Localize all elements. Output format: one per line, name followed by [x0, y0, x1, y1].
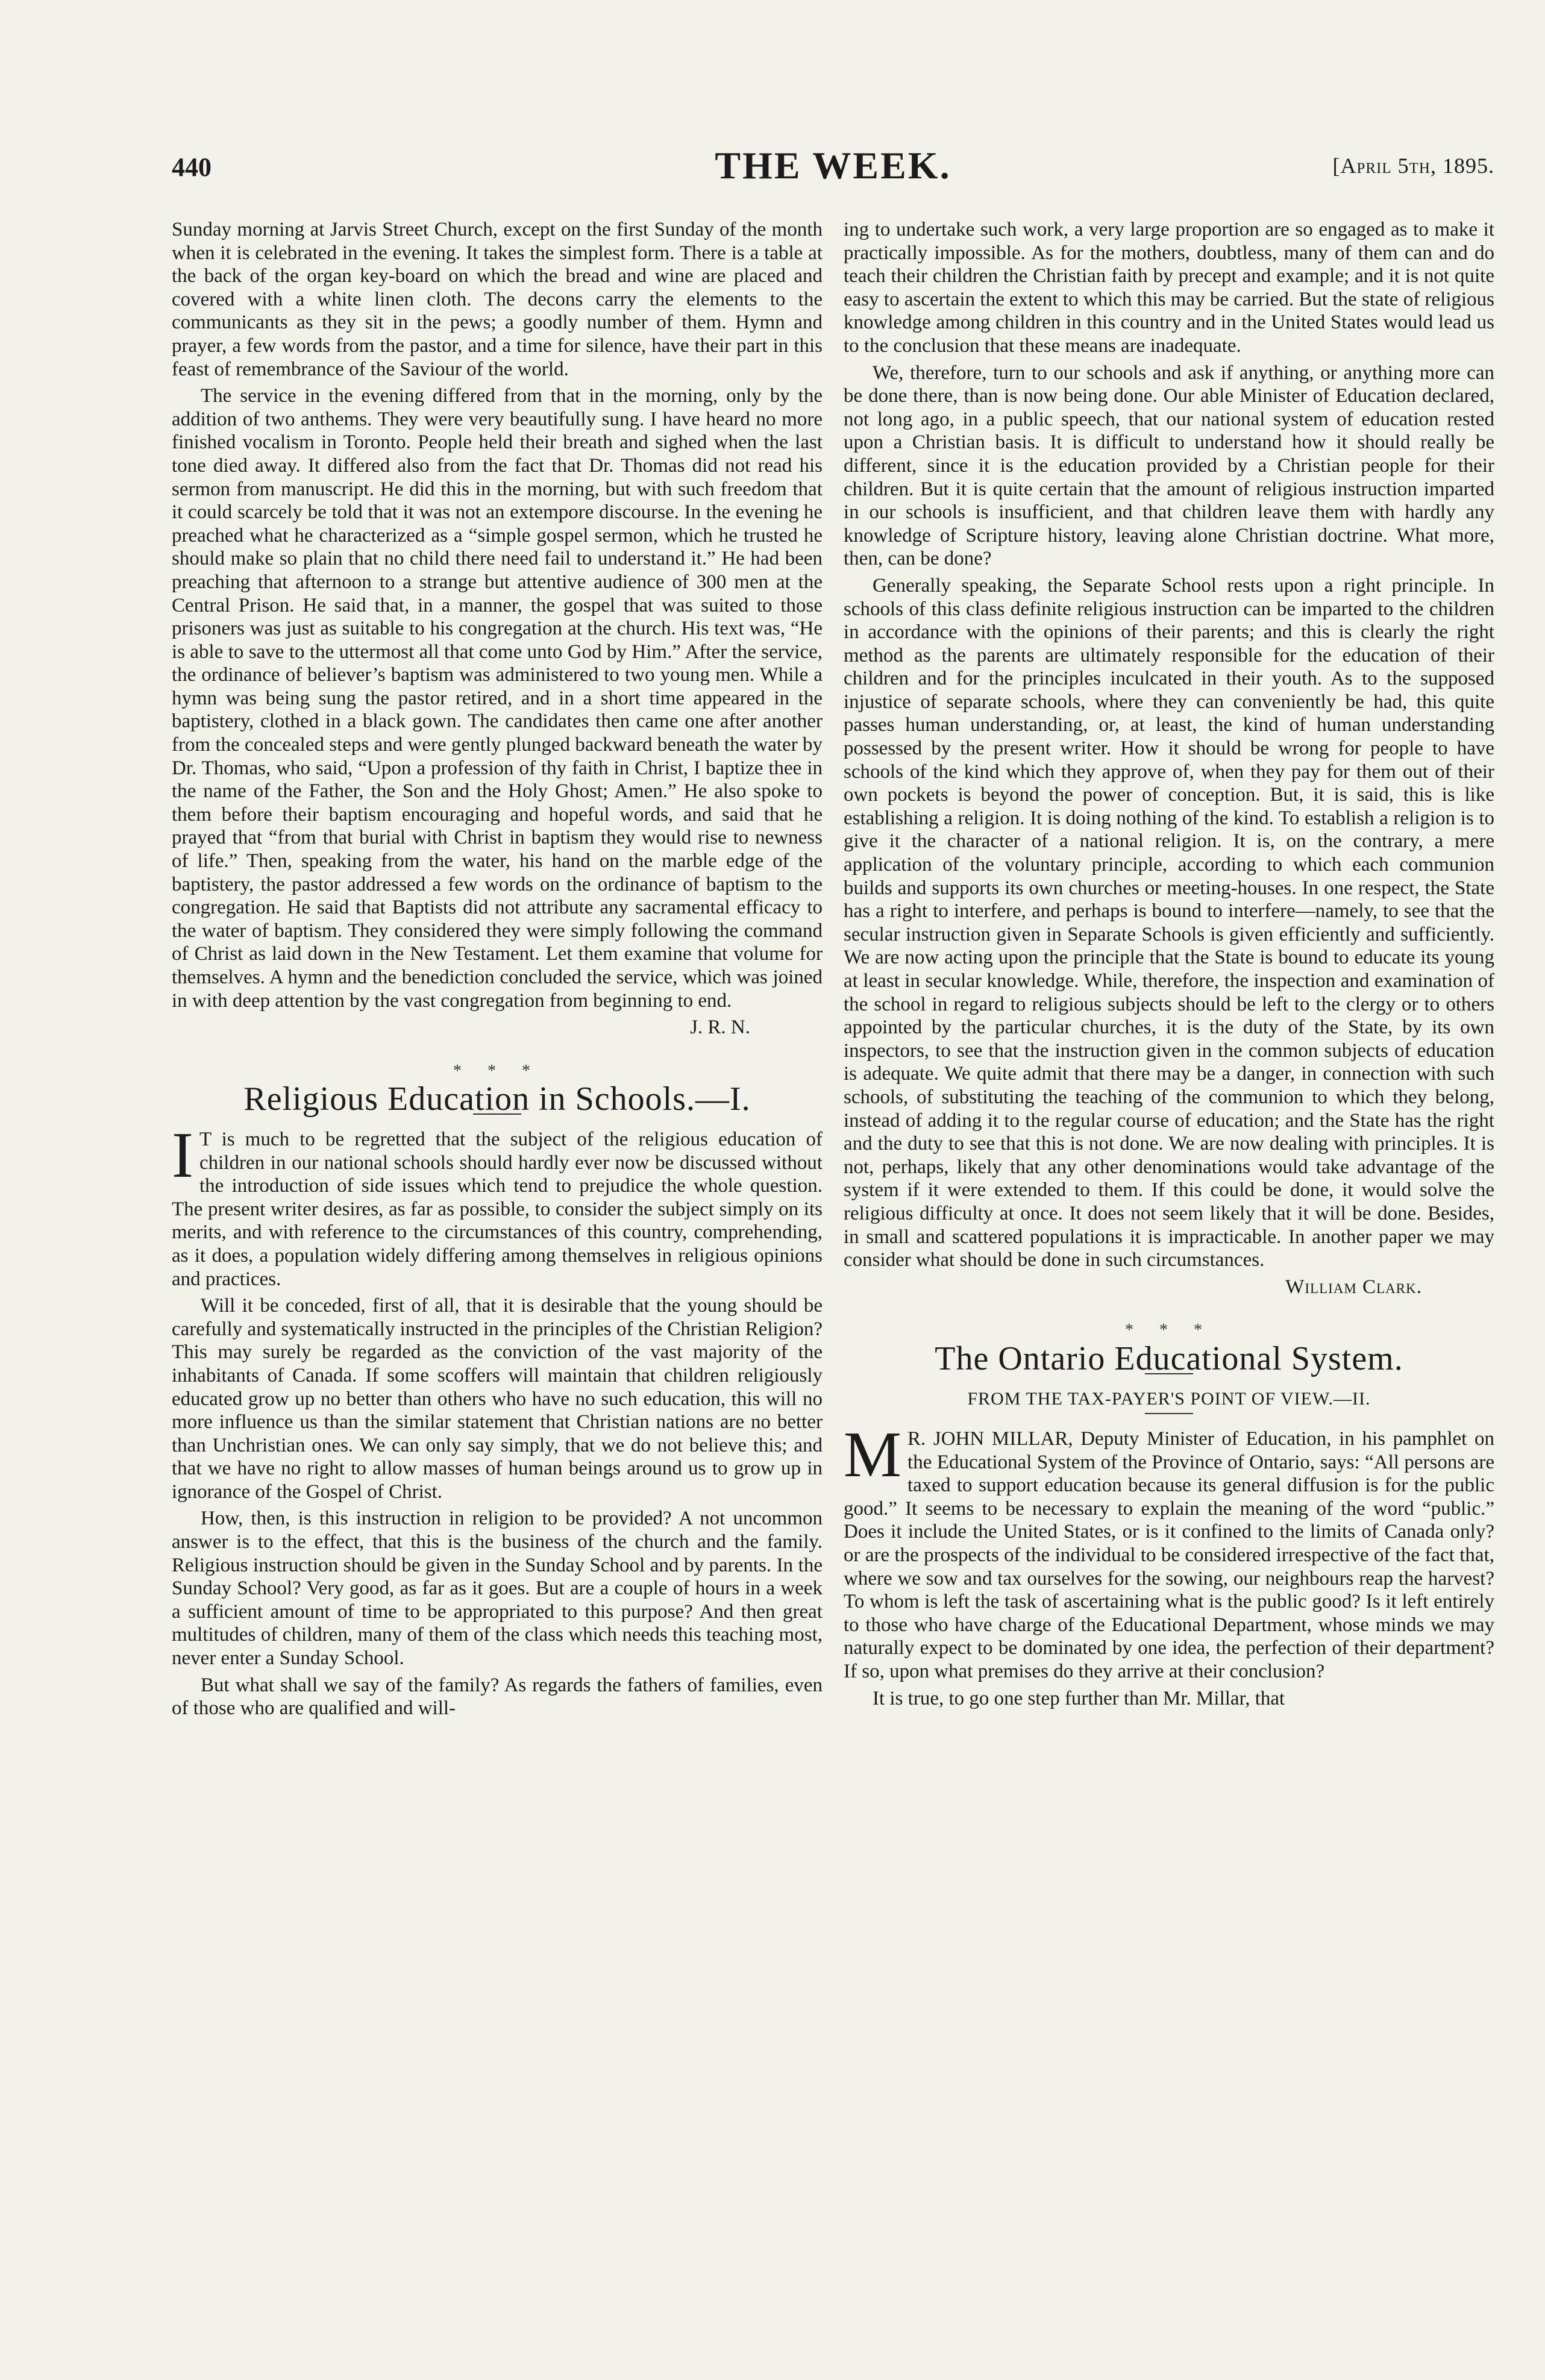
article-title: Religious Education in Schools.—I.	[243, 1080, 751, 1118]
paragraph: The service in the evening differed from that in the morning, only by the addition of two anthems. They were very beautifully sung. I have heard no more finished vocalism in Toronto. People held their breath and sighed when the last tone died away. It differed also from the fact that Dr. Thomas did not read his sermon from manuscript. He did this in the morning, but with such freedom that it could scarcely be told that it was not an extempore discourse. In the evening he preached what he characterized as a “simple gospel sermon, which he trusted he should make so plain that no child there need fail to understand it.” He had been preaching that afternoon to a strange but attentive audience of 300 men at the Central Prison. He said that, in a manner, the gospel that was suited to those prisoners was just as suitable to his congregation at the church. His text was, “He is able to save to the uttermost all that come unto God by Him.” After the service, the ordinance of believer’s baptism was administered to two young men. While a hymn was being sung the pastor retired, and in a short time appeared in the baptistery, clothed in a black gown. The candidates then came one after another from the concealed steps and were gently plunged backward beneath the water by Dr. Thomas, who said, “Upon a profession of thy faith in Christ, I baptize thee in the name of the Father, the Son and the Holy Ghost; Amen.” He also spoke to them before their baptism encouraging and hopeful words, and said that he prayed that “from that burial with Christ in baptism they would rise to newness of life.” Then, speaking from the water, his hand on the marble edge of the baptistery, the pastor addressed a few words on the ordinance of baptism to the congregation. He said that Baptists did not attribute any sacramental efficacy to the water of baptism. They considered they were simply following the command of Christ as laid down in the New Testament. Let them examine that volume for themselves. A hymn and the benediction concluded the service, which was joined in with deep attention by the vast congregation from beginning to end.	[172, 385, 823, 1012]
article-title: The Ontario Educational System.	[935, 1339, 1403, 1377]
dateline: [April 5th, 1895.	[1332, 154, 1494, 178]
article-subtitle: FROM THE TAX-PAYER'S POINT OF VIEW.—II.	[967, 1388, 1371, 1409]
paragraph	[172, 1119, 823, 1291]
paragraph: Will it be conceded, first of all, that it is desirable that the young should be carefully and systematically instructed in the principles of the Christian Religion? This may surely be regarded as the conviction of the vast majority of the inhabitants of Canada. If some scoffers will maintain that children religiously educated grow up no better than others who have no such education, this will no more influence us than the similar statement that Christian nations are no better than Unchristian ones. We can only say simply, that we do not believe this; and that we have no right to allow masses of human beings around us to grow up in ignorance of the Gospel of Christ.	[172, 1295, 823, 1503]
paragraph-text: T is much to be regretted that the subject of the religious education of children in our national schools should hardly ever now be discussed without the introduction of side issues which tend to prejudice the whole question. The present writer desires, as far as possible, to consider the subject simply on its merits, and with reference to the circumstances of this country, comprehending, as it does, a population widely differing among themselves in religious opinions and practices.	[172, 1128, 823, 1290]
paragraph: It is true, to go one step further than Mr. Millar, that	[873, 1687, 1285, 1709]
paragraph: We, therefore, turn to our schools and ask if anything, or anything more can be done there, than is now being done. Our able Minister of Education declared, not long ago, in a public speech, that our national system of education rested upon a Christian basis. It is difficult to understand how it should really be different, since it is the education provided by a Christian people for their children. But it is quite certain that the amount of religious instruction imparted in our schools is insufficient, and that children leave them with hardly any knowledge of Scripture history, leaving alone Christian doctrine. What more, then, can be done?	[844, 362, 1494, 570]
paragraph-text: R. JOHN MILLAR, Deputy Minister of Education, in his pamphlet on the Educational System of the Province of Ontario, says: “All persons are taxed to support education because its general diffusion is for the public good.” It seems to be necessary to explain the meaning of the word “public.” Does it include the United States, or is it confined to the limits of Canada only? or are the prospects of the individual to be considered irrespective of the fact that, where we sow and tax ourselves for the sowing, our neighbours reap the harvest? To whom is left the task of ascertaining what is the public good? Is it left entirely to those who have charge of the Educational Department, whose minds we may naturally expect to be dominated by one idea, the perfection of their department? If so, upon what premises do they arrive at their conclusion?	[844, 1428, 1494, 1683]
paragraph: How, then, is this instruction in religion to be provided? A not uncommon answer is to the effect, that this is the business of the church and the family. Religious instruction should be given in the Sunday School and by parents. In the Sunday School? Very good, as far as it goes. But are a couple of hours in a week a sufficient amount of time to be appropriated to this purpose? And then great multitudes of children, many of them of the class which needs this teaching most, never enter a Sunday School.	[172, 1508, 823, 1670]
paragraph: But what shall we say of the family? As regards the fathers of families, even of those who are qualified and will-	[172, 1674, 823, 1720]
section-divider: * * *	[1125, 1321, 1213, 1340]
drop-cap: I	[172, 1119, 193, 1191]
section-divider: * * *	[453, 1061, 541, 1080]
right-column	[844, 218, 1494, 2339]
drop-cap: M	[844, 1419, 902, 1491]
subtitle-rule	[1145, 1413, 1193, 1414]
paragraph: ing to undertake such work, a very large proportion are so engaged as to make it practically impossible. As for the mothers, doubtless, many of them can and do teach their children the Christian faith by precept and example; and it is not quite easy to ascertain the extent to which this may be carried. But the state of religious knowledge among children in this country and in the United States would lead us to the conclusion that these means are inadequate.	[844, 219, 1494, 357]
paragraph: Generally speaking, the Separate School rests upon a right principle. In schools of this class definite religious instruction can be imparted to the children in accordance with the opinions of their parents; and this is clearly the right method as the parents are ultimately responsible for the education of their children and for the principles inculcated in their youth. As to the supposed injustice of separate schools, where they can conveniently be had, this quite passes human understanding, or, at least, the kind of human understanding possessed by the present writer. How it should be wrong for people to have schools of the kind which they approve of, when they pay for them out of their own pockets is beyond the power of conception. But, it is said, this is like establishing a religion. It is doing nothing of the kind. To establish a religion is to give it the character of a national religion. It is, on the contrary, a mere application of the voluntary principle, according to which each communion builds and supports its own churches or meeting-houses. In one respect, the State has a right to interfere, and perhaps is bound to interfere—namely, to see that the secular instruction given in Separate Schools is given efficiently and sufficiently. We are now acting upon the principle that the State is bound to educate its young at least in secular knowledge. While, therefore, the inspection and examination of the school in regard to religious subjects should be left to the clergy or to others appointed by the particular churches, it is the duty of the State, by its own inspectors, to see that the instruction given in the common subjects of education is adequate. We quite admit that there may be a danger, in connection with such schools, of substituting the teaching of the communion to which they belong, instead of adding it to the regular course of education; and the State has the right and the duty to see that this is not done. We are now dealing with principles. It is not, perhaps, likely that any other denominations would take advantage of the system if it were extended to them. If this could be done, it would solve the religious difficulty at once. It does not seem likely that it will be done. Besides, in small and scattered populations it is impracticable. In another paper we may consider what should be done in such circumstances.	[844, 574, 1494, 1271]
author-signature: William Clark.	[1285, 1276, 1422, 1298]
page-number: 440	[172, 152, 212, 182]
paragraph: Sunday morning at Jarvis Street Church, except on the first Sunday of the month when it is celebrated in the evening. It takes the simplest form. There is a table at the back of the organ key-board on which the bread and wine are placed and covered with a white linen cloth. The decons carry the elements to the communicants as they sit in the pews; a goodly number of them. Hymn and prayer, a few words from the pastor, and a time for silence, have their part in this feast of remembrance of the Saviour of the world.	[172, 219, 823, 380]
page-header	[172, 143, 1494, 204]
left-column	[172, 218, 823, 2339]
paragraph	[844, 1419, 1494, 1683]
author-initials: J. R. N.	[690, 1016, 750, 1039]
masthead: THE WEEK.	[715, 144, 951, 187]
